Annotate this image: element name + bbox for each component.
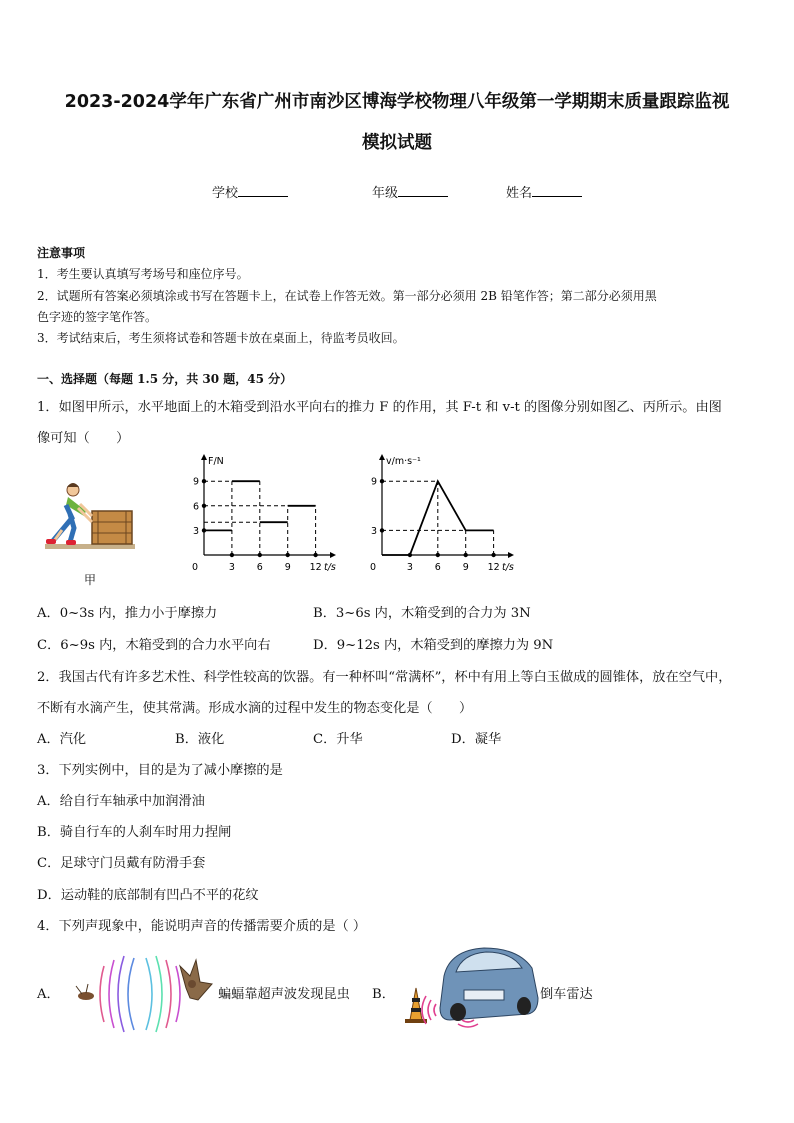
x-tick-label: 6 bbox=[434, 562, 441, 573]
y-axis-arrow bbox=[201, 454, 207, 460]
car-icon bbox=[440, 948, 538, 1021]
q3-option-d: D．运动鞋的底部制有凹凸不平的花纹 bbox=[37, 888, 259, 903]
y-tick-label: 9 bbox=[193, 476, 200, 488]
bat-ultrasound-image bbox=[74, 948, 216, 1034]
q4-option-a-caption: 蝙蝠靠超声波发现昆虫 bbox=[218, 987, 350, 1002]
q3-option-c: C．足球守门员戴有防滑手套 bbox=[37, 856, 206, 871]
grade-blank bbox=[398, 184, 448, 197]
y-tick-label: 3 bbox=[193, 525, 200, 537]
x-axis-label: t/s bbox=[324, 562, 336, 573]
q1-option-d: D．9~12s 内，木箱受到的摩擦力为 9N bbox=[313, 638, 554, 653]
chart-f-t bbox=[190, 452, 350, 582]
y-tick-label: 9 bbox=[371, 476, 378, 488]
notes-item: 3．考试结束后，考生须将试卷和答题卡放在桌面上，待监考员收回。 bbox=[37, 331, 405, 345]
x-axis-label: t/s bbox=[502, 562, 514, 573]
notes-item: 2．试题所有答案必须填涂或书写在答题卡上，在试卷上作答无效。第一部分必须用 2B 铅笔作答；第二部分必须用黑 bbox=[37, 289, 657, 303]
school-label: 学校 bbox=[212, 186, 239, 201]
q2-stem-line1: 2．我国古代有许多艺术性、科学性较高的饮器。有一种杯叫“常满杯”，杯中有用上等白玉做成的圆锥体，放在空气中， bbox=[37, 670, 732, 685]
name-label: 姓名 bbox=[506, 186, 533, 201]
y-tick-label: 3 bbox=[371, 525, 378, 537]
q3-option-b: B．骑自行车的人刹车时用力捏闸 bbox=[37, 825, 232, 840]
q4-option-b-letter: B． bbox=[372, 987, 395, 1002]
school-blank bbox=[238, 184, 288, 197]
q2-option-b: B．液化 bbox=[175, 732, 225, 747]
crate-icon bbox=[92, 511, 132, 544]
x-tick-label: 0 bbox=[370, 562, 377, 573]
name-field bbox=[506, 182, 582, 201]
q4-option-b-caption: 倒车雷达 bbox=[540, 987, 593, 1002]
q2-option-a: A．汽化 bbox=[37, 732, 87, 747]
q4-option-a-letter: A． bbox=[37, 987, 60, 1002]
q1-option-c: C．6~9s 内，木箱受到的合力水平向右 bbox=[37, 638, 271, 653]
reversing-radar-image bbox=[400, 946, 540, 1028]
x-tick-label: 9 bbox=[462, 562, 469, 573]
x-axis-arrow bbox=[508, 552, 514, 558]
q2-option-c: C．升华 bbox=[313, 732, 363, 747]
name-blank bbox=[532, 184, 582, 197]
sound-waves-icon bbox=[100, 956, 180, 1032]
q4-stem: 4．下列声现象中，能说明声音的传播需要介质的是（ ） bbox=[37, 919, 367, 934]
x-tick-label: 9 bbox=[284, 562, 291, 573]
x-tick-label: 3 bbox=[228, 562, 235, 573]
x-tick-label: 6 bbox=[256, 562, 263, 573]
grade-label: 年级 bbox=[372, 186, 399, 201]
q1-option-b: B．3~6s 内，木箱受到的合力为 3N bbox=[313, 606, 531, 621]
page-title-line2: 模拟试题 bbox=[362, 133, 432, 153]
person-icon bbox=[46, 483, 92, 545]
q1-stem-line1: 1．如图甲所示，水平地面上的木箱受到沿水平向右的推力 F 的作用，其 F-t 和 v-t 的图像分别如图乙、丙所示。由图 bbox=[37, 400, 722, 415]
notes-item: 色字迹的签字笔作答。 bbox=[37, 310, 158, 324]
notes-heading: 注意事项 bbox=[37, 246, 86, 260]
bat-icon bbox=[180, 960, 212, 1000]
x-tick-label: 12 bbox=[487, 562, 500, 573]
q1-option-a: A．0~3s 内，推力小于摩擦力 bbox=[37, 606, 218, 621]
figure-jia-label: 甲 bbox=[84, 573, 97, 587]
x-tick-label: 0 bbox=[192, 562, 199, 573]
y-axis-label: F/N bbox=[208, 456, 224, 467]
q3-stem: 3．下列实例中，目的是为了减小摩擦的是 bbox=[37, 763, 283, 778]
x-tick-label: 12 bbox=[309, 562, 322, 573]
notes-item: 1．考生要认真填写考场号和座位序号。 bbox=[37, 267, 249, 281]
x-axis-arrow bbox=[330, 552, 336, 558]
y-tick-label: 6 bbox=[193, 501, 200, 513]
chart-v-t bbox=[368, 452, 528, 582]
q2-stem-line2: 不断有水滴产生，使其常满。形成水滴的过程中发生的物态变化是（ ） bbox=[37, 701, 473, 716]
q2-option-d: D．凝华 bbox=[451, 732, 502, 747]
grade-field bbox=[372, 182, 448, 201]
page-title-line1: 2023-2024学年广东省广州市南沙区博海学校物理八年级第一学期期末质量跟踪监视 bbox=[64, 92, 730, 112]
y-axis-arrow bbox=[379, 454, 385, 460]
school-field bbox=[212, 182, 288, 201]
section-heading: 一、选择题（每题 1.5 分，共 30 题，45 分） bbox=[37, 372, 293, 386]
y-axis-label: v/m·s⁻¹ bbox=[386, 456, 421, 467]
insect-icon bbox=[76, 984, 94, 1000]
x-tick-label: 3 bbox=[406, 562, 413, 573]
figure-jia-person-pushing-box bbox=[40, 478, 140, 558]
q1-stem-line2: 像可知（ ） bbox=[37, 431, 130, 446]
q3-option-a: A．给自行车轴承中加润滑油 bbox=[37, 794, 205, 809]
